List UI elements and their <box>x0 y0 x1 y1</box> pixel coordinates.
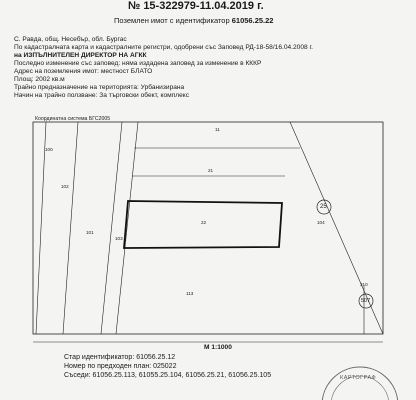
parcel-label-113: 113 <box>186 291 194 296</box>
boundary-line <box>63 122 78 334</box>
land-use-line: Начин на трайно ползване: За търговски обект, комплекс <box>14 92 190 99</box>
circle-label-25: 25 <box>320 204 327 210</box>
stamp-text: КАРТОГРАФ <box>340 375 377 381</box>
map-scale: М 1:1000 <box>204 344 232 351</box>
coordinate-system-label: Координатна система БГС2005 <box>35 116 111 122</box>
last-change-line: Последно изменение със заповед: няма издадена заповед за изменение в КККР <box>14 60 262 67</box>
map-frame <box>33 122 383 334</box>
previous-plan-number-line: Номер по предходен план: 025022 <box>64 363 177 370</box>
old-identifier-line: Стар идентификатор: 61056.25.12 <box>64 354 176 361</box>
parcel-label-310: 310 <box>360 282 368 287</box>
sketch-title-prefix: Поземлен имот с идентификатор <box>114 16 230 25</box>
neighbors-line: Съседи: 61056.25.113, 61055.25.104, 61056.25.21, 61056.25.105 <box>64 372 272 379</box>
parcel-label-21: 21 <box>208 168 214 173</box>
boundary-line <box>116 122 138 334</box>
boundary-line <box>101 122 122 334</box>
circle-label-507: 507 <box>361 298 371 304</box>
location-line: С. Равда, общ. Несебър, обл. Бургас <box>14 36 127 43</box>
address-line: Адрес на поземления имот: местност БЛАТО <box>14 68 153 75</box>
parcel-label-11: 11 <box>215 127 220 132</box>
authority-line: на ИЗПЪЛНИТЕЛЕН ДИРЕКТОР НА АГКК <box>14 52 147 59</box>
parcel-label-101: 101 <box>86 230 94 235</box>
parcel-identifier: 61056.25.22 <box>231 16 274 25</box>
area-line: Площ: 2002 кв.м <box>14 76 65 83</box>
map-approval-line: По кадастралната карта и кадастралните регистри, одобрени със Заповед РД-18-58/16.04.2008 г. <box>14 44 313 51</box>
territory-purpose-line: Трайно предназначение на територията: Урбанизирана <box>14 84 185 91</box>
parcel-label-103: 103 <box>115 236 123 241</box>
parcel-label-104: 104 <box>317 220 325 225</box>
parcel-label-100: 100 <box>45 147 53 152</box>
stamp <box>322 367 398 400</box>
parcel-label-102: 102 <box>61 184 69 189</box>
parcel-label-22: 22 <box>201 220 207 225</box>
document-number: № 15-322979-11.04.2019 г. <box>128 0 264 12</box>
boundary-line <box>36 122 46 334</box>
